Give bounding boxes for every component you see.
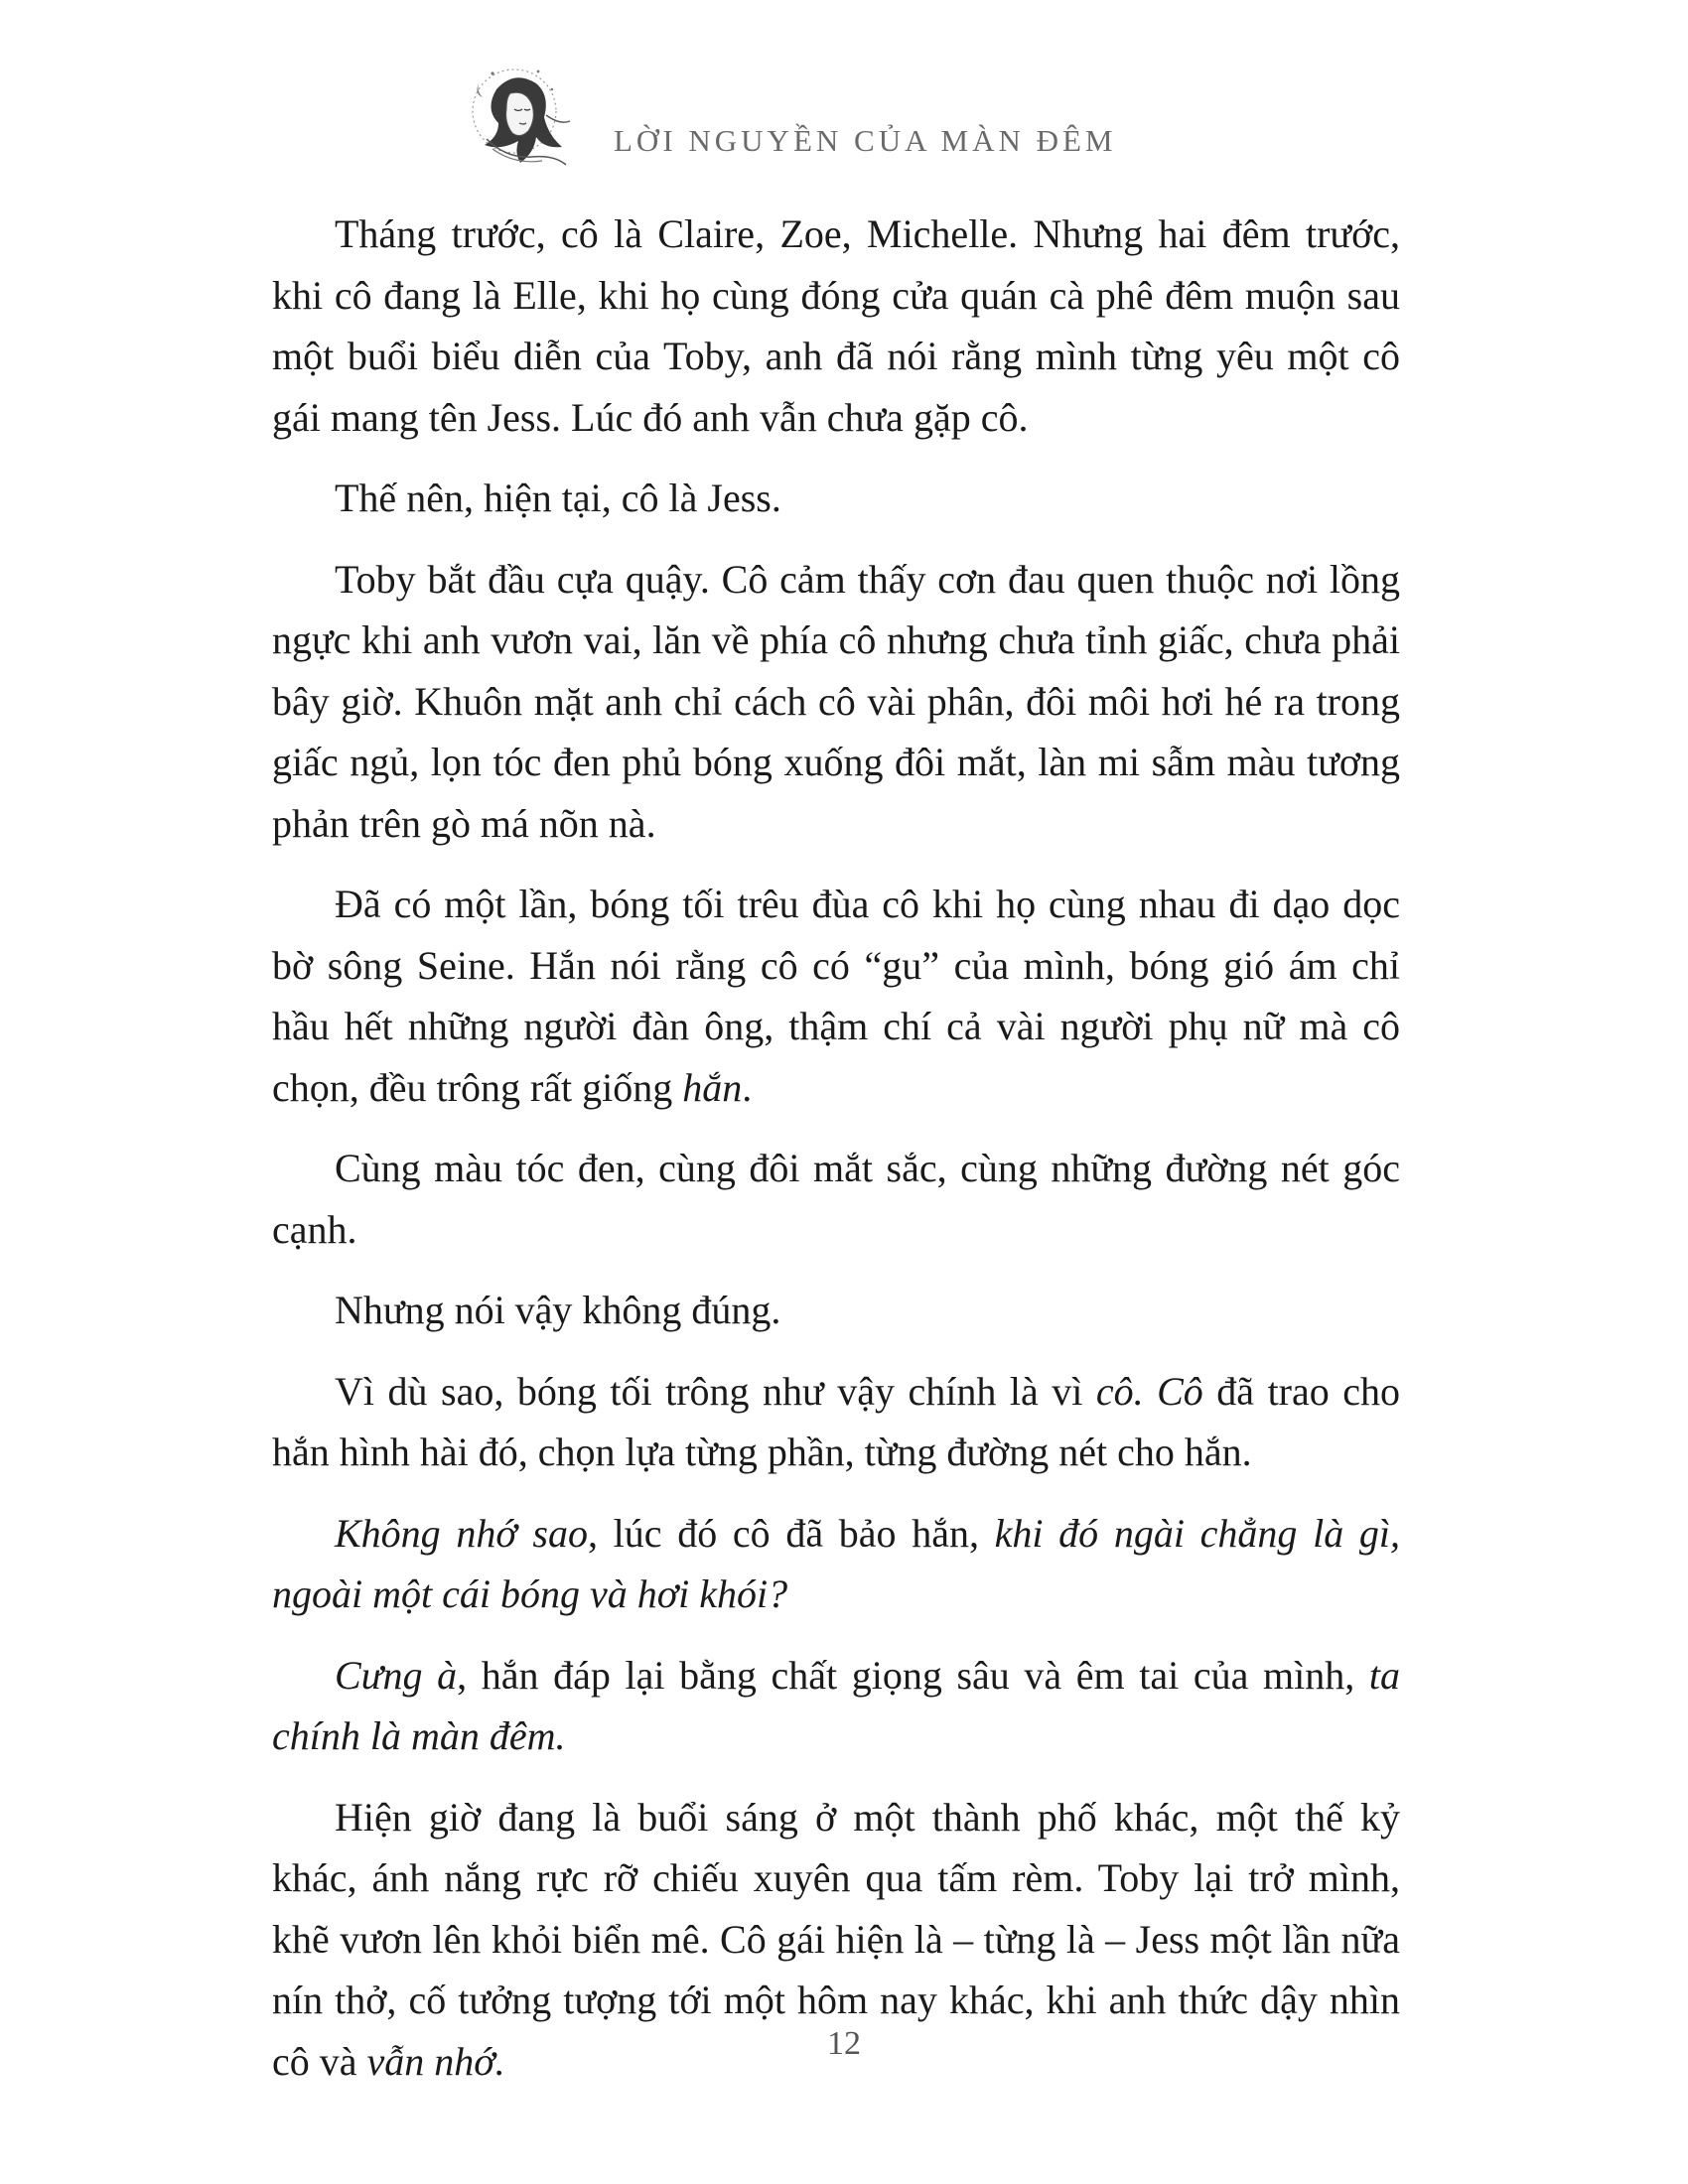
text-run: Đã có một lần, bóng tối trêu đùa cô khi họ cùng nhau đi dạo dọc bờ sông Seine. Hắn nói rằng cô có “gu” của mình, bóng gió ám chỉ hầu hết những người đàn ông, thậm chí cả vài người phụ nữ mà cô chọn, đều trông rất giống	[272, 882, 1400, 1110]
paragraph	[272, 1280, 1400, 1341]
italic-text-run: ta chính là màn đêm.	[272, 1652, 1400, 1758]
body-text	[272, 204, 1400, 2112]
paragraph	[272, 1138, 1400, 1260]
woman-portrait-emblem-icon	[467, 60, 576, 179]
italic-text-run: Cưng à	[335, 1652, 458, 1698]
italic-text-run: Không nhớ sao	[335, 1510, 588, 1556]
text-run: , hắn đáp lại bằng chất giọng sâu và êm tai của mình,	[457, 1652, 1369, 1698]
running-title: LỜI NGUYỀN CỦA MÀN ĐÊM	[614, 123, 1117, 158]
italic-text-run: hắn	[682, 1064, 743, 1110]
italic-text-run: cô. Cô	[1095, 1368, 1203, 1414]
paragraph	[272, 549, 1400, 855]
paragraph	[272, 874, 1400, 1118]
text-run: Cùng màu tóc đen, cùng đôi mắt sắc, cùng những đường nét góc cạnh.	[272, 1146, 1400, 1252]
page-number: 12	[827, 2025, 861, 2062]
paragraph	[272, 1503, 1400, 1625]
text-run: Toby bắt đầu cựa quậy. Cô cảm thấy cơn đau quen thuộc nơi lồng ngực khi anh vươn vai, lăn về phía cô nhưng chưa tỉnh giấc, chưa phải bây giờ. Khuôn mặt anh chỉ cách cô vài phân, đôi môi hơi hé ra trong giấc ngủ, lọn tóc đen phủ bóng xuống đôi mắt, làn mi sẫm màu tương phản trên gò má nõn nà.	[272, 556, 1400, 846]
text-run: đã trao cho hắn hình hài đó, chọn lựa từng phần, từng đường nét cho hắn.	[272, 1368, 1401, 1474]
paragraph	[272, 1361, 1400, 1483]
text-run: Vì dù sao, bóng tối trông như vậy chính là vì	[335, 1368, 1096, 1414]
text-run: Thế nên, hiện tại, cô là Jess.	[335, 476, 781, 520]
italic-text-run: khi đó ngài chẳng là gì, ngoài một cái bóng và hơi khói?	[272, 1510, 1400, 1616]
italic-text-run: vẫn nhớ.	[366, 2038, 505, 2084]
text-run: Nhưng nói vậy không đúng.	[335, 1288, 781, 1332]
paragraph	[272, 468, 1400, 529]
page-header	[467, 60, 1221, 179]
text-run: Hiện giờ đang là buổi sáng ở một thành phố khác, một thế kỷ khác, ánh nắng rực rỡ chiếu xuyên qua tấm rèm. Toby lại trở mình, khẽ vươn lên khỏi biển mê. Cô gái hiện là – từng là – Jess một lần nữa nín thở, cố tưởng tượng tới một hôm nay khác, khi anh thức dậy nhìn cô và	[272, 1794, 1400, 2084]
text-run: Tháng trước, cô là Claire, Zoe, Michelle. Nhưng hai đêm trước, khi cô đang là Elle, khi họ cùng đóng cửa quán cà phê đêm muộn sau một buổi biểu diễn của Toby, anh đã nói rằng mình từng yêu một cô gái mang tên Jess. Lúc đó anh vẫn chưa gặp cô.	[272, 211, 1400, 440]
paragraph	[272, 204, 1400, 448]
text-run: .	[742, 1064, 753, 1110]
paragraph	[272, 1645, 1400, 1767]
text-run: , lúc đó cô đã bảo hắn,	[587, 1510, 995, 1556]
